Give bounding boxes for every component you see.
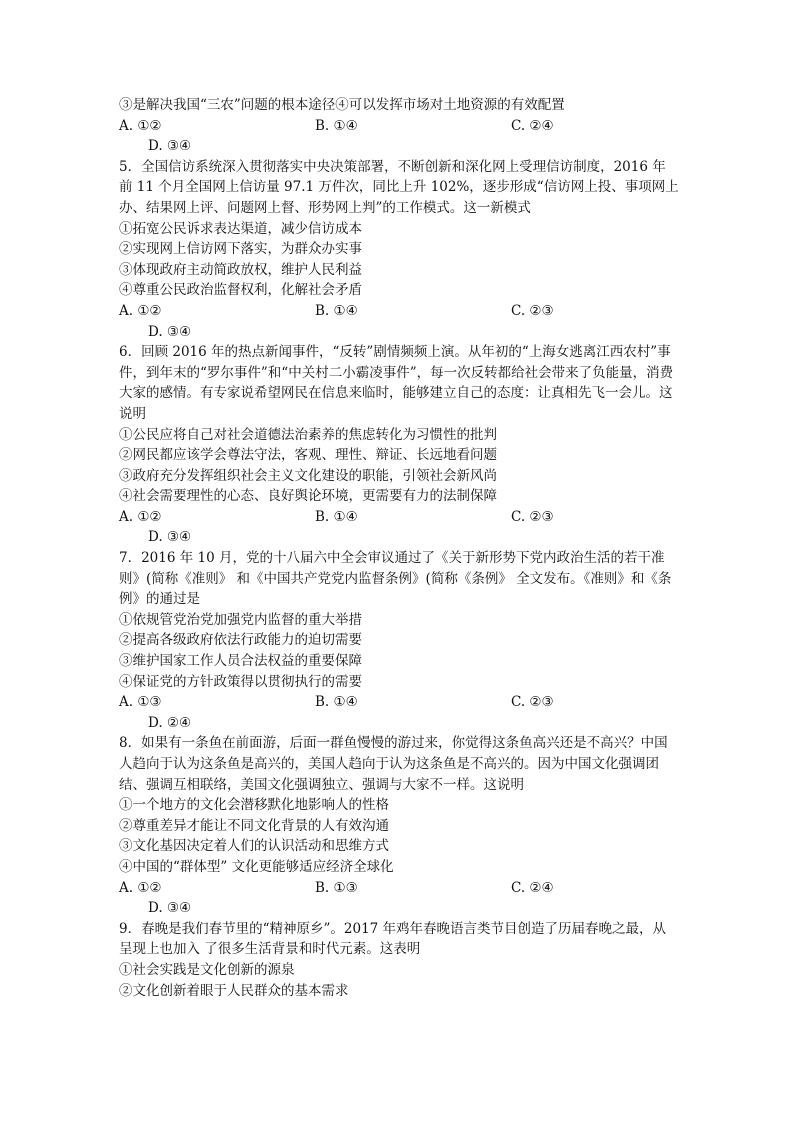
question-5-item-4: ④尊重公民政治监督权利，化解社会矛盾 [119, 282, 362, 299]
question-5-item-1: ①拓宽公民诉求表达渠道，减少信访成本 [119, 220, 362, 237]
question-6-item-3: ③政府充分发挥组织社会主义文化建设的职能，引领社会新风尚 [119, 467, 497, 484]
question-6-item-4: ④社会需要理性的心态、良好舆论环境，更需要有力的法制保障 [119, 488, 497, 505]
question-5-item-2: ②实现网上信访网下落实，为群众办实事 [119, 241, 362, 258]
option-c: C. ②③ [511, 302, 554, 319]
question-7-item-4: ④保证党的方针政策得以贯彻执行的需要 [119, 673, 362, 690]
question-7-item-3: ③维护国家工作人员合法权益的重要保障 [119, 653, 362, 670]
question-8-stem: 8．如果有一条鱼在前面游，后面一群鱼慢慢的游过来，你觉得这条鱼高兴还是不高兴？中国人趋向于认为这条鱼是高兴的，美国人趋向于认为这条鱼是不高兴的。因为中国文化强调团结、强调互相联络，美国文化强调独立、强调与大家不一样。这说明 [119, 735, 668, 793]
option-b: B. ①④ [315, 302, 358, 319]
question-9-stem: 9．春晚是我们春节里的“精神原乡”。2017 年鸡年春晚语言类节目创造了历届春晚之最，从呈现上也加入 了很多生活背景和时代元素。这表明 [119, 920, 667, 958]
question-5-options [119, 301, 679, 322]
option-b: B. ①④ [315, 117, 358, 134]
option-a: A. ①② [119, 302, 162, 319]
option-c: C. ②④ [511, 879, 554, 896]
question-6-item-1: ①公民应将自己对社会道德法治素养的焦虑转化为习惯性的批判 [119, 426, 497, 443]
prev-question-item-line: ③是解决我国“三农”问题的根本途径④可以发挥市场对土地资源的有效配置 [119, 97, 565, 113]
option-d: D. ③④ [148, 138, 192, 155]
question-8-options [119, 878, 679, 899]
option-a: A. ①② [119, 508, 162, 525]
option-d: D. ③④ [148, 323, 192, 340]
question-6-options [119, 507, 679, 528]
question-7-item-2: ②提高各级政府依法行政能力的迫切需要 [119, 632, 362, 649]
question-5-stem: 5．全国信访系统深入贯彻落实中央决策部署，不断创新和深化网上受理信访制度，2016 年前 11 个月全国网上信访量 97.1 万件次，同比上升 102%，逐步形成“信访网上投、事项网上办、结果网上评、问题网上督、形势网上判”的工作模式。这一新模式 [119, 158, 679, 216]
question-9-item-2: ②文化创新着眼于人民群众的基本需求 [119, 982, 349, 999]
option-a: A. ①② [119, 117, 162, 134]
question-8-item-1: ①一个地方的文化会潜移默化地影响人的性格 [119, 797, 389, 814]
option-c: C. ②③ [511, 694, 554, 711]
question-8-item-2: ②尊重差异才能让不同文化背景的人有效沟通 [119, 817, 389, 834]
exam-content [119, 95, 679, 1001]
option-c: C. ②④ [511, 117, 554, 134]
question-5-item-3: ③体现政府主动简政放权，维护人民利益 [119, 261, 362, 278]
option-b: B. ①④ [315, 508, 358, 525]
question-6-item-2: ②网民都应该学会尊法守法，客观、理性、辩证、长远地看问题 [119, 447, 497, 464]
question-6-stem: 6．回顾 2016 年的热点新闻事件，“反转”剧情频频上演。从年初的“上海女逃离江西农村”事件，到年末的“罗尔事件”和“中关村二小霸凌事件”，每一次反转都给社会带来了负能量，消费大家的感情。有专家说希望网民在信息来临时，能够建立自己的态度：让真相先飞一会儿。这说明 [119, 344, 674, 422]
option-d: D. ②④ [148, 714, 192, 731]
question-7-options [119, 692, 679, 713]
option-c: C. ②③ [511, 508, 554, 525]
option-b: B. ①③ [315, 879, 358, 896]
question-8-item-3: ③文化基因决定着人们的认识活动和思维方式 [119, 838, 389, 855]
prev-question-options [119, 116, 679, 137]
option-d: D. ③④ [148, 529, 192, 546]
question-8-item-4: ④中国的“群体型” 文化更能够适应经济全球化 [119, 858, 394, 875]
question-9-item-1: ①社会实践是文化创新的源泉 [119, 961, 295, 978]
option-a: A. ①② [119, 879, 162, 896]
option-a: A. ①③ [119, 694, 162, 711]
question-7-item-1: ①依规管党治党加强党内监督的重大举措 [119, 611, 362, 628]
question-7-stem: 7．2016 年 10 月，党的十八届六中全会审议通过了《关于新形势下党内政治生活的若干准则》(简称《准则》 和《中国共产党党内监督条例》(简称《条例》 全文发布。《准则》和《条例》的通过是 [119, 550, 672, 608]
option-b: B. ①④ [315, 694, 358, 711]
option-d: D. ③④ [148, 900, 192, 917]
